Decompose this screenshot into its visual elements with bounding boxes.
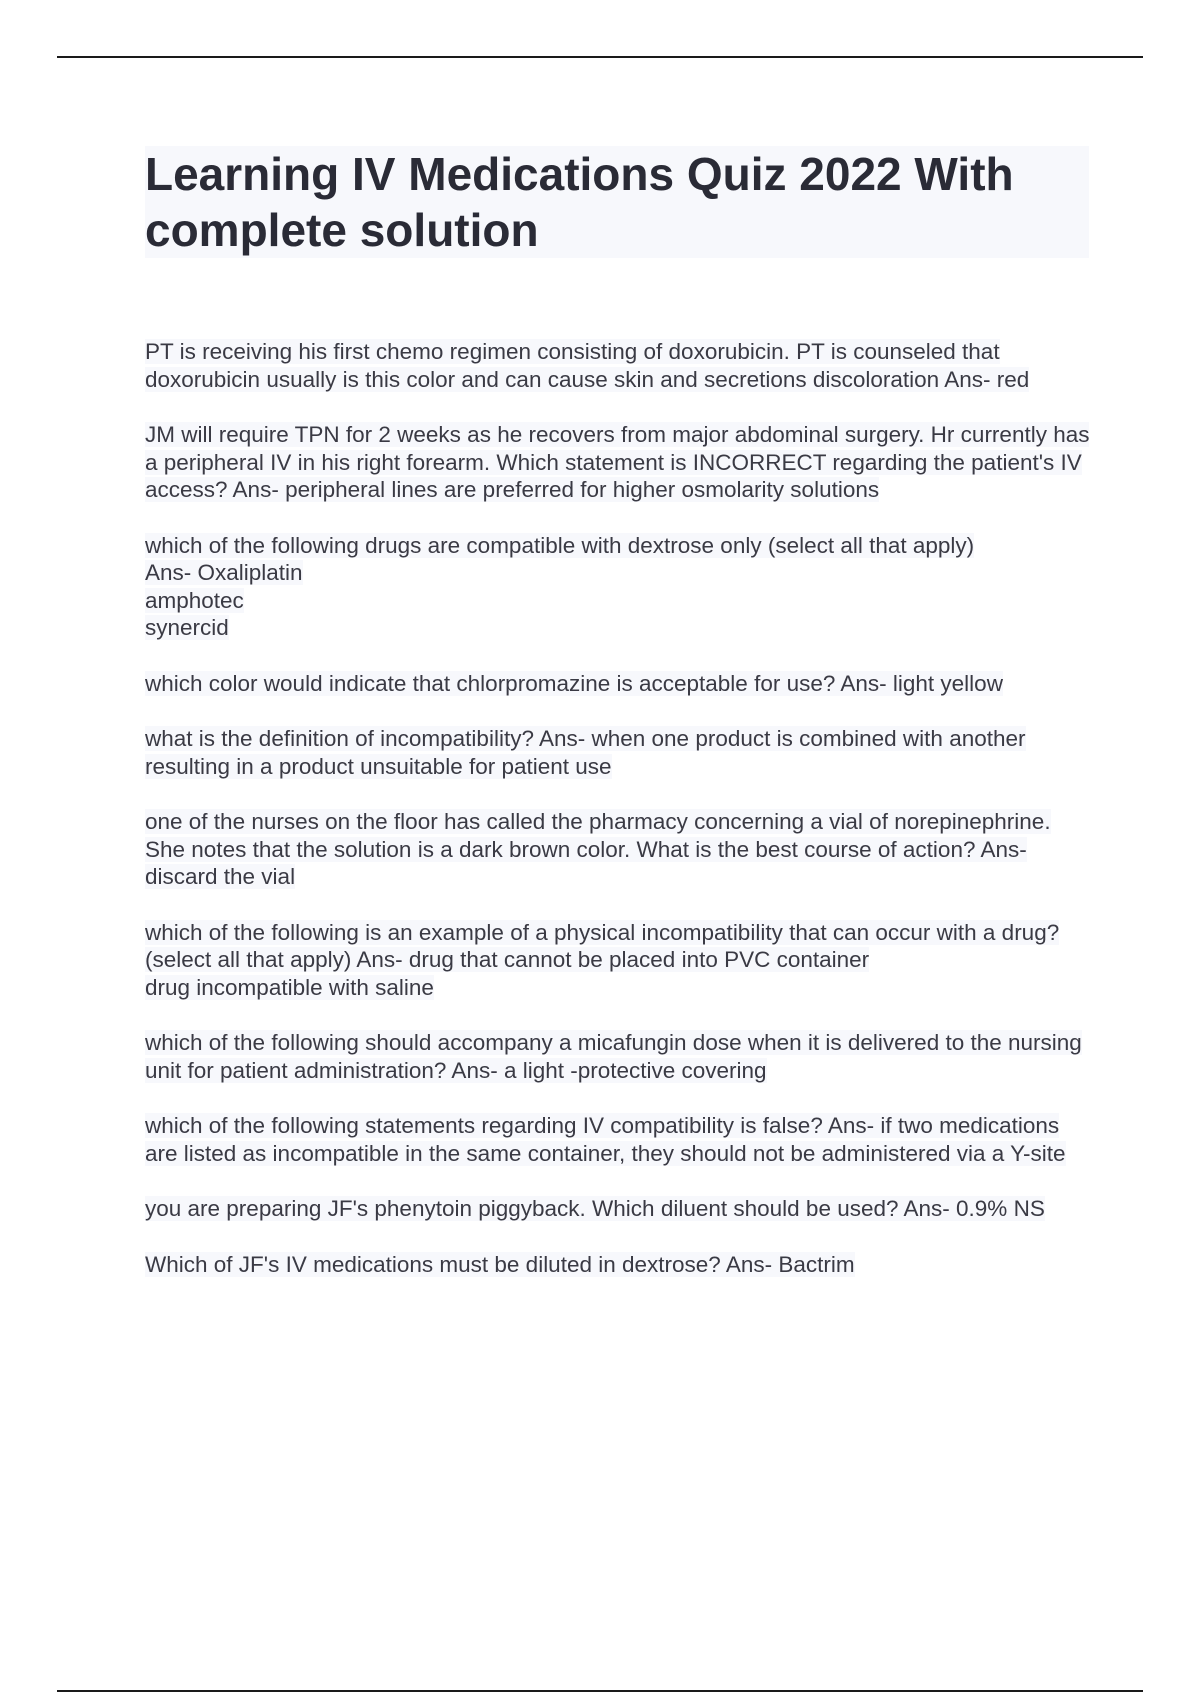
qa-item bbox=[145, 919, 1090, 1002]
qa-text: which of the following statements regarding IV compatibility is false? Ans- if two medications are listed as incompatible in the same container, they should not be administered via a Y-site bbox=[145, 1113, 1066, 1166]
bottom-divider bbox=[57, 1690, 1143, 1692]
qa-item bbox=[145, 670, 1090, 698]
qa-item bbox=[145, 532, 1090, 642]
qa-item bbox=[145, 725, 1090, 780]
qa-item bbox=[145, 1195, 1090, 1223]
title-block bbox=[145, 146, 1089, 258]
qa-item bbox=[145, 1112, 1090, 1167]
qa-text: which of the following is an example of a physical incompatibility that can occur with a drug? (select all that apply) Ans- drug that cannot be placed into PVC container bbox=[145, 919, 1060, 972]
qa-text: PT is receiving his first chemo regimen consisting of doxorubicin. PT is counseled that doxorubicin usually is this color and can cause skin and secretions discoloration Ans- red bbox=[145, 339, 1030, 392]
qa-item bbox=[145, 808, 1090, 891]
document-title: Learning IV Medications Quiz 2022 With complete solution bbox=[145, 148, 1014, 256]
qa-item bbox=[145, 338, 1090, 393]
qa-text: one of the nurses on the floor has called the pharmacy concerning a vial of norepinephrine. She notes that the solution is a dark brown color. What is the best course of action? Ans- discard the vial bbox=[145, 809, 1051, 889]
qa-text: which color would indicate that chlorpromazine is acceptable for use? Ans- light yellow bbox=[145, 670, 1003, 696]
qa-text: JM will require TPN for 2 weeks as he recovers from major abdominal surgery. Hr currently has a peripheral IV in his right forearm. Which statement is INCORRECT regarding the patient's IV access? Ans- peripheral lines are preferred for higher osmolarity solutions bbox=[145, 422, 1090, 502]
qa-text: amphotec bbox=[145, 587, 244, 613]
qa-item bbox=[145, 421, 1090, 504]
qa-text: Which of JF's IV medications must be diluted in dextrose? Ans- Bactrim bbox=[145, 1251, 855, 1277]
qa-text: synercid bbox=[145, 615, 229, 640]
qa-text: which of the following should accompany a micafungin dose when it is delivered to the nursing unit for patient administration? Ans- a light -protective covering bbox=[145, 1030, 1082, 1083]
qa-text: Ans- Oxaliplatin bbox=[145, 560, 303, 585]
qa-text: you are preparing JF's phenytoin piggyback. Which diluent should be used? Ans- 0.9% NS bbox=[145, 1196, 1045, 1221]
qa-text: what is the definition of incompatibility? Ans- when one product is combined with another resulting in a product unsuitable for patient use bbox=[145, 726, 1026, 779]
top-divider bbox=[57, 56, 1143, 58]
qa-text: drug incompatible with saline bbox=[145, 974, 434, 1000]
qa-text: which of the following drugs are compatible with dextrose only (select all that apply) bbox=[145, 532, 975, 558]
qa-item bbox=[145, 1029, 1090, 1084]
qa-item bbox=[145, 1251, 1090, 1279]
qa-list bbox=[145, 338, 1090, 1306]
